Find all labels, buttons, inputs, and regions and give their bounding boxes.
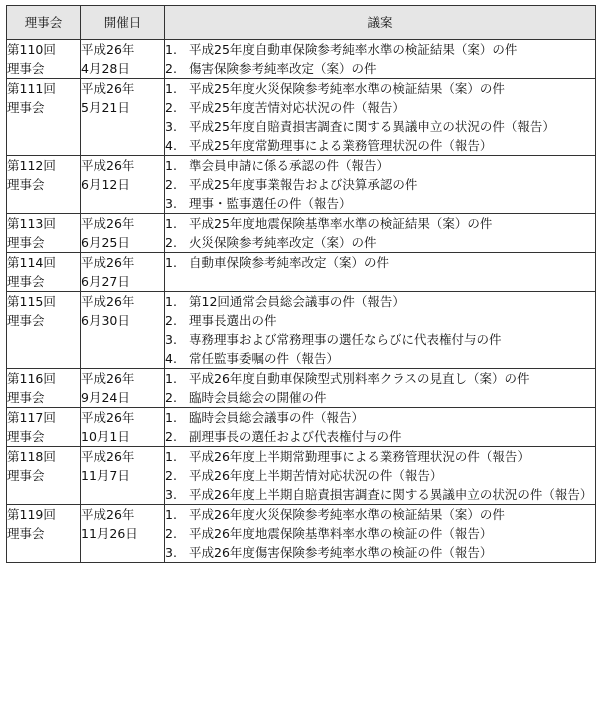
agenda-item-text: 平成26年度火災保険参考純率水準の検証結果（案）の件: [189, 507, 505, 522]
agenda-table: [6, 5, 596, 563]
agenda-item-number: 3.: [165, 545, 177, 560]
agenda-item-text: 火災保険参考純率改定（案）の件: [189, 235, 377, 250]
agenda-cell: [165, 505, 596, 563]
agenda-item: [165, 408, 595, 427]
agenda-item-text: 平成25年度自動車保険参考純率水準の検証結果（案）の件: [189, 42, 518, 57]
agenda-item: [165, 136, 595, 155]
agenda-item: [165, 59, 595, 78]
agenda-item-number: 1.: [165, 81, 177, 96]
agenda-item: [165, 79, 595, 98]
agenda-item-number: 2.: [165, 61, 177, 76]
agenda-item-number: 2.: [165, 100, 177, 115]
agenda-item: [165, 40, 595, 59]
table-row: [7, 214, 596, 253]
agenda-item-number: 4.: [165, 351, 177, 366]
agenda-item-list: [165, 447, 595, 504]
agenda-item: [165, 292, 595, 311]
date-cell: 平成26年 9月24日: [81, 369, 165, 408]
header-row: [7, 6, 596, 40]
agenda-item: [165, 369, 595, 388]
agenda-item-number: 1.: [165, 410, 177, 425]
agenda-item-number: 1.: [165, 371, 177, 386]
agenda-item-number: 2.: [165, 235, 177, 250]
agenda-item: [165, 466, 595, 485]
header-meeting: 理事会: [7, 6, 81, 40]
table-row: [7, 253, 596, 292]
agenda-item-list: [165, 156, 595, 213]
table-row: [7, 369, 596, 408]
meeting-cell: 第110回 理事会: [7, 40, 81, 79]
table-body: [7, 40, 596, 563]
meeting-cell: 第114回 理事会: [7, 253, 81, 292]
agenda-item-number: 1.: [165, 42, 177, 57]
date-cell: 平成26年 6月27日: [81, 253, 165, 292]
table-row: [7, 505, 596, 563]
agenda-item-number: 3.: [165, 119, 177, 134]
agenda-item-text: 平成26年度上半期自賠責損害調査に関する異議申立の状況の件（報告）: [189, 487, 593, 502]
agenda-item-text: 平成26年度上半期常勤理事による業務管理状況の件（報告）: [189, 449, 530, 464]
agenda-item-number: 1.: [165, 449, 177, 464]
agenda-item-text: 平成25年度火災保険参考純率水準の検証結果（案）の件: [189, 81, 505, 96]
agenda-item: [165, 388, 595, 407]
date-cell: 平成26年 6月25日: [81, 214, 165, 253]
agenda-cell: [165, 447, 596, 505]
agenda-item-number: 2.: [165, 468, 177, 483]
agenda-item-list: [165, 505, 595, 562]
agenda-item-number: 2.: [165, 313, 177, 328]
agenda-item-list: [165, 408, 595, 446]
agenda-cell: [165, 292, 596, 369]
agenda-cell: [165, 156, 596, 214]
agenda-item-text: 準会員申請に係る承認の件（報告）: [189, 158, 390, 173]
agenda-item: [165, 98, 595, 117]
agenda-item: [165, 253, 595, 272]
agenda-item-text: 臨時会員総会議事の件（報告）: [189, 410, 365, 425]
agenda-item-text: 臨時会員総会の開催の件: [189, 390, 327, 405]
agenda-item: [165, 214, 595, 233]
agenda-item-text: 平成25年度苦情対応状況の件（報告）: [189, 100, 405, 115]
agenda-item: [165, 349, 595, 368]
agenda-item: [165, 175, 595, 194]
agenda-item-text: 常任監事委嘱の件（報告）: [189, 351, 340, 366]
agenda-item-text: 第12回通常会員総会議事の件（報告）: [189, 294, 405, 309]
agenda-item-number: 1.: [165, 507, 177, 522]
agenda-item-text: 平成26年度上半期苦情対応状況の件（報告）: [189, 468, 443, 483]
agenda-item-number: 1.: [165, 158, 177, 173]
agenda-item-number: 2.: [165, 526, 177, 541]
meeting-cell: 第116回 理事会: [7, 369, 81, 408]
agenda-item-number: 1.: [165, 255, 177, 270]
date-cell: 平成26年 5月21日: [81, 79, 165, 156]
agenda-item-list: [165, 253, 595, 272]
agenda-item-number: 2.: [165, 177, 177, 192]
table-header: [7, 6, 596, 40]
agenda-item: [165, 194, 595, 213]
agenda-cell: [165, 214, 596, 253]
table-row: [7, 408, 596, 447]
meeting-cell: 第113回 理事会: [7, 214, 81, 253]
agenda-item-number: 3.: [165, 487, 177, 502]
agenda-item-text: 理事長選出の件: [189, 313, 277, 328]
agenda-cell: [165, 408, 596, 447]
agenda-cell: [165, 253, 596, 292]
agenda-item-text: 理事・監事選任の件（報告）: [189, 196, 352, 211]
date-cell: 平成26年 10月1日: [81, 408, 165, 447]
header-date: 開催日: [81, 6, 165, 40]
agenda-item: [165, 485, 595, 504]
agenda-item-number: 2.: [165, 429, 177, 444]
table-row: [7, 79, 596, 156]
agenda-item: [165, 505, 595, 524]
meeting-cell: 第115回 理事会: [7, 292, 81, 369]
date-cell: 平成26年 4月28日: [81, 40, 165, 79]
agenda-cell: [165, 369, 596, 408]
agenda-cell: [165, 79, 596, 156]
date-cell: 平成26年 11月26日: [81, 505, 165, 563]
agenda-item-list: [165, 79, 595, 155]
agenda-item-text: 平成25年度地震保険基準率水準の検証結果（案）の件: [189, 216, 493, 231]
agenda-item-text: 傷害保険参考純率改定（案）の件: [189, 61, 377, 76]
meeting-cell: 第111回 理事会: [7, 79, 81, 156]
agenda-item-number: 3.: [165, 332, 177, 347]
agenda-item-number: 3.: [165, 196, 177, 211]
meeting-cell: 第119回 理事会: [7, 505, 81, 563]
agenda-item-list: [165, 40, 595, 78]
date-cell: 平成26年 11月7日: [81, 447, 165, 505]
agenda-item: [165, 156, 595, 175]
agenda-item: [165, 117, 595, 136]
agenda-item-text: 専務理事および常務理事の選任ならびに代表権付与の件: [189, 332, 502, 347]
date-cell: 平成26年 6月12日: [81, 156, 165, 214]
agenda-item: [165, 524, 595, 543]
agenda-item-text: 平成26年度自動車保険型式別料率クラスの見直し（案）の件: [189, 371, 530, 386]
header-agenda: 議案: [165, 6, 596, 40]
agenda-item-text: 平成26年度地震保険基準料率水準の検証の件（報告）: [189, 526, 493, 541]
agenda-item: [165, 447, 595, 466]
agenda-item-number: 4.: [165, 138, 177, 153]
agenda-item-list: [165, 292, 595, 368]
agenda-cell: [165, 40, 596, 79]
meeting-cell: 第117回 理事会: [7, 408, 81, 447]
agenda-item-list: [165, 369, 595, 407]
agenda-item-text: 平成25年度常勤理事による業務管理状況の件（報告）: [189, 138, 493, 153]
meeting-cell: 第112回 理事会: [7, 156, 81, 214]
table-row: [7, 292, 596, 369]
agenda-item-text: 副理事長の選任および代表権付与の件: [189, 429, 402, 444]
table-row: [7, 156, 596, 214]
agenda-item: [165, 233, 595, 252]
agenda-item: [165, 543, 595, 562]
agenda-item-text: 平成26年度傷害保険参考純率水準の検証の件（報告）: [189, 545, 493, 560]
date-cell: 平成26年 6月30日: [81, 292, 165, 369]
meeting-cell: 第118回 理事会: [7, 447, 81, 505]
agenda-item-list: [165, 214, 595, 252]
agenda-item: [165, 427, 595, 446]
table-row: [7, 40, 596, 79]
table-row: [7, 447, 596, 505]
agenda-item-number: 2.: [165, 390, 177, 405]
agenda-item-text: 平成25年度自賠責損害調査に関する異議申立の状況の件（報告）: [189, 119, 555, 134]
agenda-item: [165, 330, 595, 349]
agenda-item: [165, 311, 595, 330]
agenda-item-text: 自動車保険参考純率改定（案）の件: [189, 255, 390, 270]
agenda-item-text: 平成25年度事業報告および決算承認の件: [189, 177, 418, 192]
agenda-item-number: 1.: [165, 216, 177, 231]
agenda-item-number: 1.: [165, 294, 177, 309]
